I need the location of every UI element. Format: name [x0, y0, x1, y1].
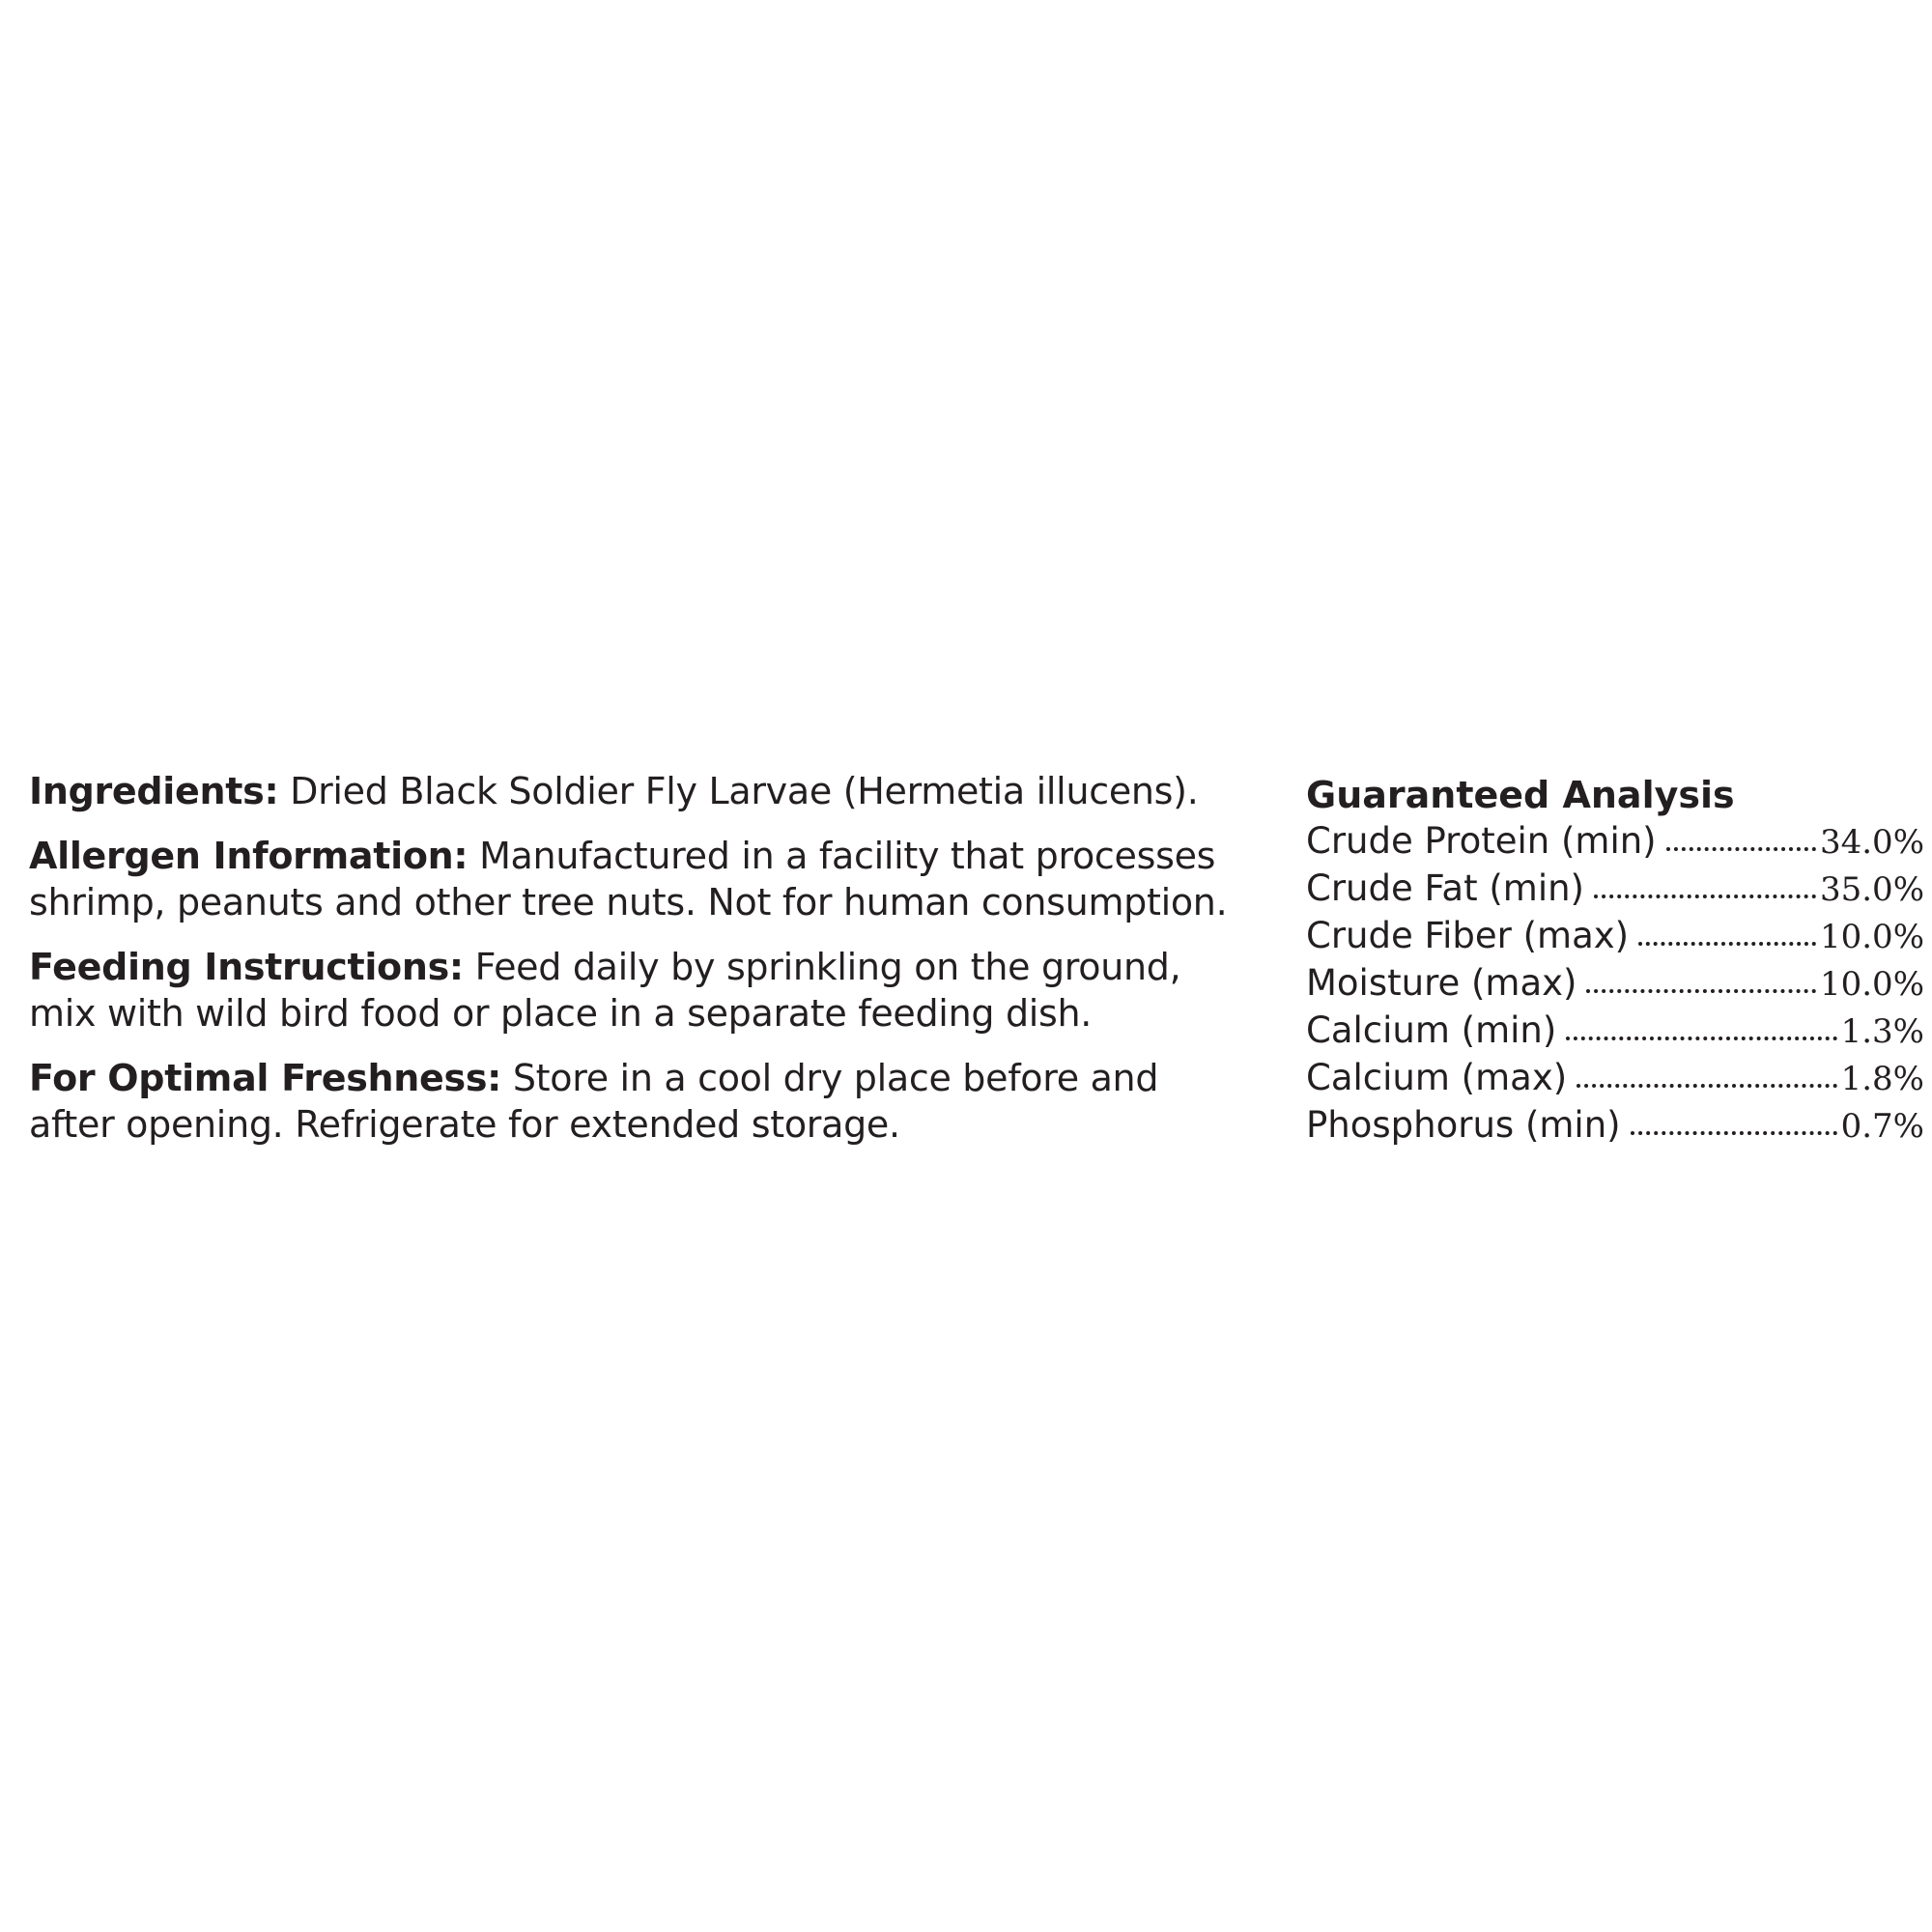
analysis-row-value: 1.8%: [1840, 1060, 1924, 1098]
feeding-heading: Feeding Instructions:: [29, 946, 464, 988]
allergen-heading: Allergen Information:: [29, 835, 469, 877]
analysis-row-name: Calcium (min): [1306, 1009, 1557, 1051]
analysis-row-name: Crude Fiber (max): [1306, 915, 1630, 956]
dot-leader: [1566, 1037, 1836, 1040]
analysis-row-value: 35.0%: [1819, 870, 1924, 909]
analysis-row: [1306, 913, 1924, 960]
freshness-text: Store in a cool dry place before and after opening. Refrigerate for extended storage.: [29, 1057, 1159, 1146]
analysis-row: [1306, 1055, 1924, 1102]
analysis-row-name: Phosphorus (min): [1306, 1104, 1621, 1146]
dot-leader: [1631, 1131, 1837, 1135]
analysis-row-value: 1.3%: [1840, 1012, 1924, 1051]
analysis-row-value: 0.7%: [1840, 1107, 1924, 1146]
ingredients-paragraph: [29, 768, 1246, 814]
analysis-row-name: Crude Fat (min): [1306, 867, 1584, 909]
dot-leader: [1638, 942, 1816, 946]
analysis-title: Guaranteed Analysis: [1306, 774, 1735, 816]
ingredients-text: Dried Black Soldier Fly Larvae (Hermetia illucens).: [278, 770, 1199, 812]
analysis-row-name: Moisture (max): [1306, 962, 1577, 1004]
guaranteed-analysis-table: [1306, 772, 1924, 1150]
analysis-row: [1306, 866, 1924, 913]
dot-leader: [1666, 847, 1816, 851]
analysis-row: [1306, 1102, 1924, 1150]
label-text-column: [29, 768, 1246, 1166]
analysis-row: [1306, 960, 1924, 1008]
analysis-row-value: 10.0%: [1819, 965, 1924, 1004]
dot-leader: [1577, 1084, 1836, 1088]
ingredients-heading: Ingredients:: [29, 770, 279, 812]
analysis-row-value: 34.0%: [1819, 823, 1924, 862]
feeding-text: Feed daily by sprinkling on the ground, mix with wild bird food or place in a separate feeding dish.: [29, 946, 1181, 1035]
freshness-heading: For Optimal Freshness:: [29, 1057, 502, 1099]
allergen-text: Manufactured in a facility that processes shrimp, peanuts and other tree nuts. Not for human consumption.: [29, 835, 1228, 923]
freshness-paragraph: [29, 1055, 1246, 1148]
analysis-row-name: Crude Protein (min): [1306, 820, 1657, 862]
analysis-row: [1306, 818, 1924, 866]
analysis-row: [1306, 1008, 1924, 1055]
dot-leader: [1586, 989, 1816, 993]
dot-leader: [1594, 895, 1816, 898]
analysis-row-value: 10.0%: [1819, 918, 1924, 956]
feeding-paragraph: [29, 944, 1246, 1037]
analysis-row-name: Calcium (max): [1306, 1057, 1568, 1098]
allergen-paragraph: [29, 833, 1246, 925]
